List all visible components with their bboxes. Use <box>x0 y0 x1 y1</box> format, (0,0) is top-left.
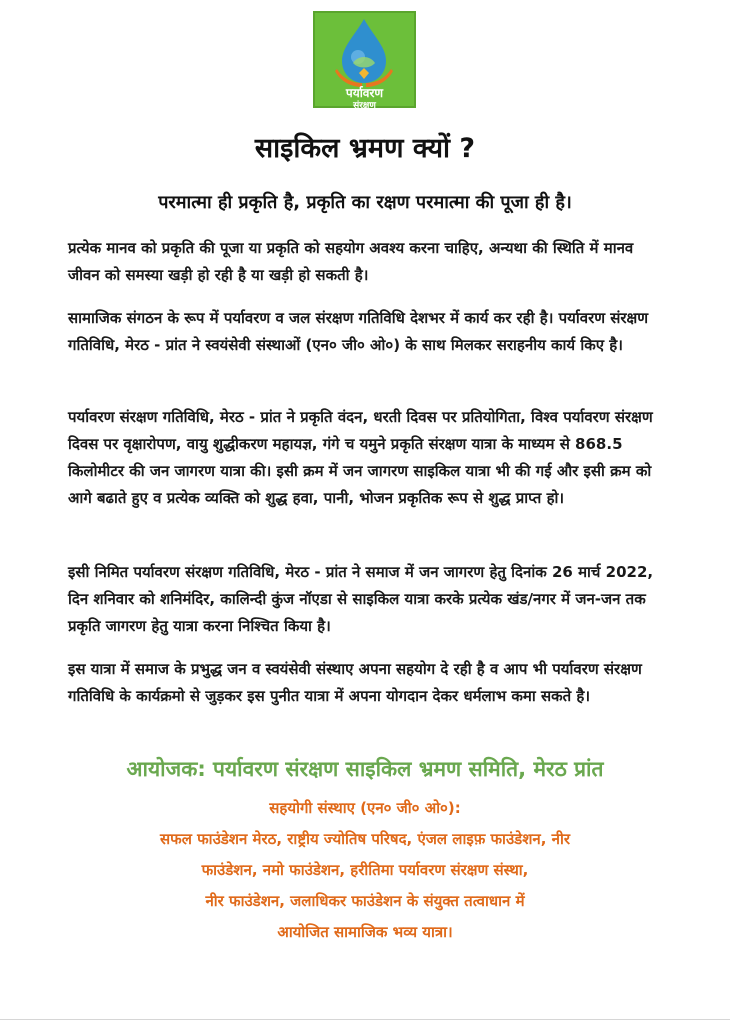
paragraph: सामाजिक संगठन के रूप में पर्यावरण व जल संरक्षण गतिविधि देशभर में कार्य कर रही है। पर्यावरण संरक्षण गतिविधि, मेरठ - प्रांत ने स्वयंसेवी संस्थाओं (एन० जी० ओ०) के साथ मिलकर सराहनीय कार्य किए है। <box>68 309 649 354</box>
logo-text-line2: संरक्षण <box>353 101 376 111</box>
partners-block <box>60 793 670 948</box>
bottom-divider <box>0 1019 730 1020</box>
paragraph: इस यात्रा में समाज के प्रभुद्ध जन व स्वयंसेवी संस्थाए अपना सहयोग दे रही है व आप भी पर्यावरण संरक्षण गतिविधि के कार्यक्रमो से जुड़कर इस पुनीत यात्रा में अपना योगदान देकर धर्मलाभ कमा सकते है। <box>68 660 642 705</box>
partners-line: फाउंडेशन, नमो फाउंडेशन, हरीतिमा पर्यावरण संरक्षण संस्था, <box>201 861 529 879</box>
partners-heading: सहयोगी संस्थाए (एन० जी० ओ०): <box>269 799 461 817</box>
page-title: साइकिल भ्रमण क्यों ? <box>254 133 476 164</box>
partners-line: आयोजित सामाजिक भव्य यात्रा। <box>277 923 453 941</box>
paragraph: पर्यावरण संरक्षण गतिविधि, मेरठ - प्रांत ने प्रकृति वंदन, धरती दिवस पर प्रतियोगिता, विश्व पर्यावरण संरक्षण दिवस पर वृक्षारोपण, वायु शुद्धीकरण महायज्ञ, गंगे च यमुने प्रकृति संरक्षण यात्रा के माध्यम से 868.5 किलोमीटर की जन जागरण यात्रा की। इसी क्रम में जन जागरण साइकिल यात्रा भी की गई और इसी क्रम को आगे बढाते हुए व प्रत्येक व्यक्ति को शुद्ध हवा, पानी, भोजन प्रकृतिक रूप से शुद्ध प्राप्त हो। <box>68 408 653 507</box>
paragraph: प्रत्येक मानव को प्रकृति की पूजा या प्रकृति को सहयोग अवश्य करना चाहिए, अन्यथा की स्थिति में मानव जीवन को समस्या खड़ी हो रही है या खड़ी हो सकती है। <box>68 239 634 284</box>
organizer-line: आयोजक: पर्यावरण संरक्षण साइकिल भ्रमण समिति, मेरठ प्रांत <box>126 757 604 781</box>
logo-text-line1: पर्यावरण <box>345 86 384 100</box>
partners-line: सफल फाउंडेशन मेरठ, राष्ट्रीय ज्योतिष परिषद, एंजल लाइफ़ फाउंडेशन, नीर <box>160 830 570 848</box>
logo <box>313 11 416 111</box>
paragraph: इसी निमित पर्यावरण संरक्षण गतिविधि, मेरठ - प्रांत ने समाज में जन जागरण हेतु दिनांक 26 मार्च 2022, दिन शनिवार को शनिमंदिर, कालिन्दी कुंज नॉएडा से साइकिल यात्रा करके प्रत्येक खंड/नगर में जन-जन तक प्रकृति जागरण हेतु यात्रा करना निश्चित किया है। <box>68 563 654 635</box>
partners-line: नीर फाउंडेशन, जलाधिकर फाउंडेशन के संयुक्त तत्वाधान में <box>205 892 525 910</box>
subtitle: परमात्मा ही प्रकृति है, प्रकृति का रक्षण परमात्मा की पूजा ही है। <box>158 192 572 213</box>
